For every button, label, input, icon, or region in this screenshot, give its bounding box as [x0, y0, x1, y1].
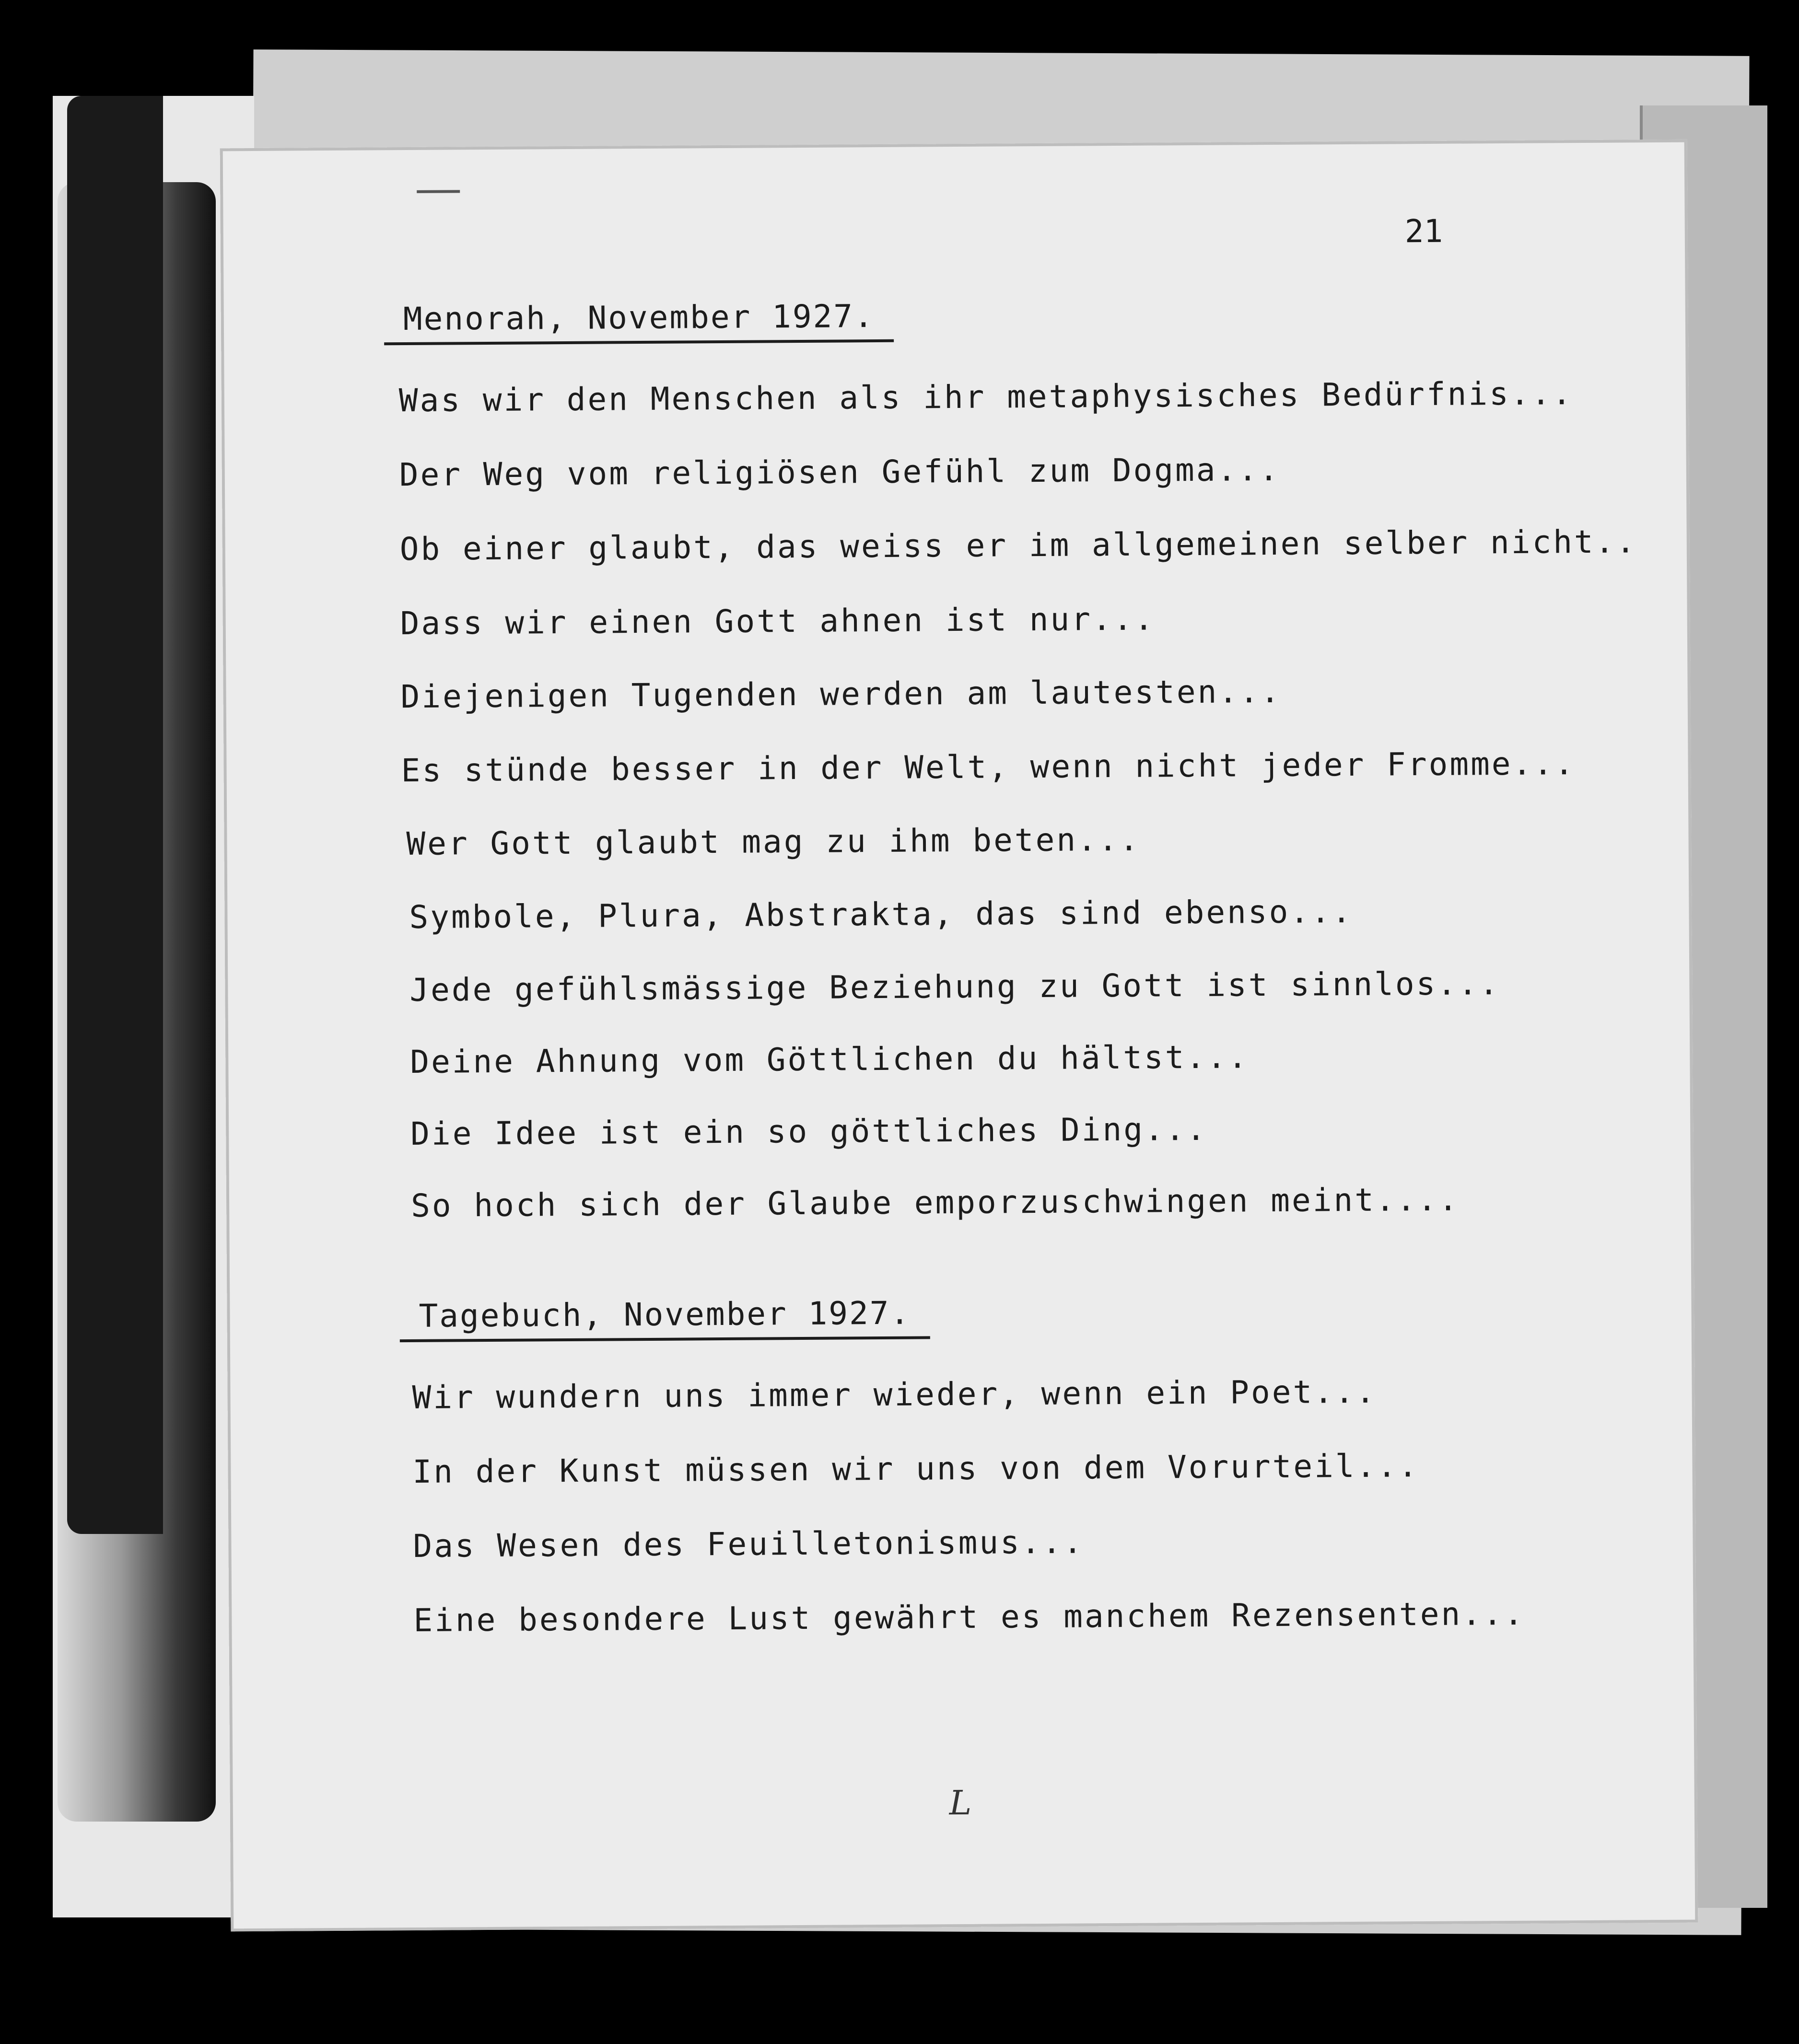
text-line: So hoch sich der Glaube emporzuschwingen meint....: [410, 1181, 1460, 1224]
text-line: Symbole, Plura, Abstrakta, das sind ebenso...: [409, 893, 1353, 936]
text-line: Der Weg vom religiösen Gefühl zum Dogma...: [399, 451, 1280, 494]
text-line: Eine besondere Lust gewährt es manchem Rezensenten...: [413, 1595, 1525, 1639]
text-line: Dass wir einen Gott ahnen ist nur...: [400, 600, 1156, 642]
binding-edge: [67, 96, 163, 1534]
text-line: Ob einer glaubt, das weiss er im allgemeinen selber nicht..: [399, 523, 1637, 568]
handwritten-initial: L: [949, 1783, 972, 1823]
text-line: Wer Gott glaubt mag zu ihm beten...: [406, 821, 1141, 863]
text-line: Wir wundern uns immer wieder, wenn ein Poet...: [412, 1373, 1377, 1416]
text-line: Das Wesen des Feuilletonismus...: [413, 1523, 1085, 1565]
margin-tick: [417, 190, 460, 193]
page-number: 21: [1404, 212, 1443, 250]
text-line: Deine Ahnung vom Göttlichen du hältst...: [410, 1038, 1249, 1080]
text-line: Was wir den Menschen als ihr metaphysisches Bedürfnis...: [398, 375, 1574, 419]
text-line: Die Idee ist ein so göttliches Ding...: [410, 1110, 1208, 1152]
section-heading: Menorah, November 1927.: [384, 298, 894, 345]
section-heading: Tagebuch, November 1927.: [399, 1294, 930, 1342]
text-line: Es stünde besser in der Welt, wenn nicht jeder Fromme...: [401, 745, 1576, 790]
typewritten-page: [220, 139, 1698, 1932]
text-line: Diejenigen Tugenden werden am lautesten...: [400, 673, 1282, 716]
text-line: Jede gefühlsmässige Beziehung zu Gott ist sinnlos...: [409, 965, 1500, 1009]
text-line: In der Kunst müssen wir uns von dem Vorurteil...: [412, 1447, 1420, 1490]
